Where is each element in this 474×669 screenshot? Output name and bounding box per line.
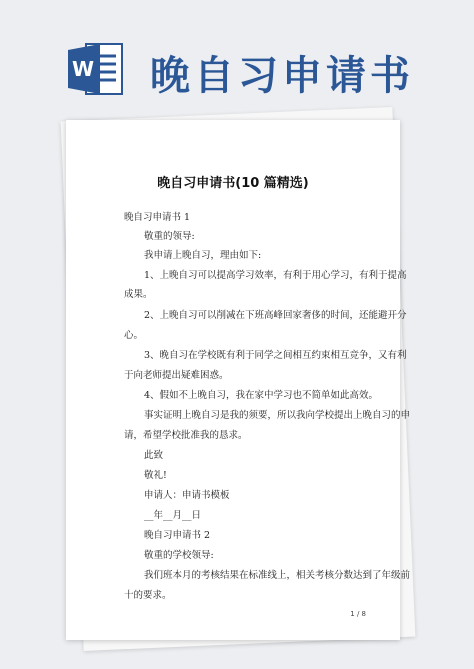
header-banner bbox=[0, 0, 474, 118]
closing-line: 敬礼! bbox=[144, 470, 167, 481]
date-line: __年__月__日 bbox=[144, 510, 202, 521]
paragraph-line: 请，希望学校批准我的恳求。 bbox=[124, 430, 248, 441]
word-document-icon bbox=[66, 40, 124, 98]
paragraph-line: 3、晚自习在学校既有利于同学之间相互约束相互竞争，又有利 bbox=[144, 350, 407, 361]
page-number: 1 / 8 bbox=[350, 610, 366, 618]
closing-line: 此致 bbox=[144, 450, 164, 461]
paragraph-line: 4、假如不上晚自习，我在家中学习也不简单如此高效。 bbox=[144, 390, 379, 401]
document-page bbox=[66, 120, 411, 640]
section-heading: 晚自习申请书 2 bbox=[144, 530, 211, 541]
paragraph-line: 2、上晚自习可以削减在下班高峰回家奢侈的时间，还能避开分 bbox=[144, 310, 407, 321]
applicant-line: 申请人：申请书模板 bbox=[144, 490, 230, 501]
paragraph-line: 成果。 bbox=[124, 289, 153, 300]
salutation: 敬重的学校领导: bbox=[144, 550, 214, 561]
paragraph-line: 十的要求。 bbox=[124, 590, 172, 601]
paragraph-line: 于向老师提出疑难困惑。 bbox=[124, 370, 229, 381]
document-title: 晚自习申请书(10 篇精选) bbox=[157, 176, 309, 191]
section-heading: 晚自习申请书 1 bbox=[124, 212, 191, 223]
paragraph-line: 心。 bbox=[124, 330, 144, 341]
paragraph-line: 我们班本月的考核结果在标准线上，相关考核分数达到了年级前 bbox=[144, 570, 411, 581]
paragraph-line: 1、上晚自习可以提高学习效率，有利于用心学习，有利于提高 bbox=[144, 270, 407, 281]
paragraph-line: 我申请上晚自习，理由如下: bbox=[144, 250, 262, 261]
paragraph-line: 事实证明上晚自习是我的须要，所以我向学校提出上晚自习的申 bbox=[144, 410, 411, 421]
banner-title: 晚自习申请书 bbox=[150, 53, 414, 99]
svg-text:W: W bbox=[71, 57, 95, 81]
salutation: 敬重的领导: bbox=[144, 231, 195, 242]
